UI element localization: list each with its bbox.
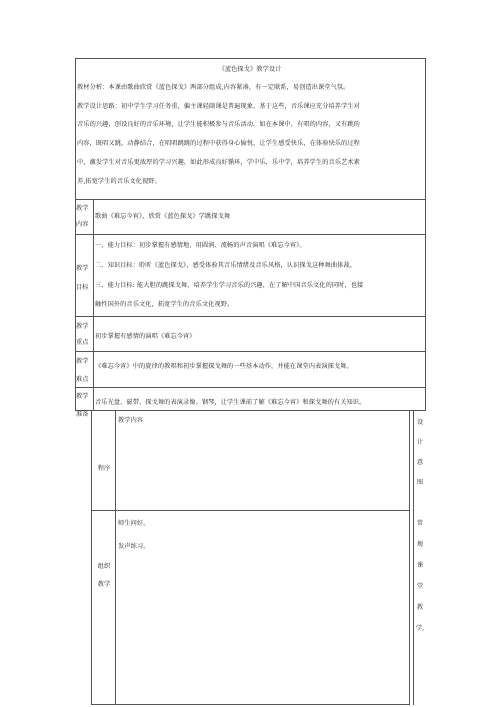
key-point-text: 初步掌握有感情的演唱《难忘今宵》 bbox=[95, 333, 196, 340]
process-intent bbox=[414, 513, 426, 639]
document-title: 《蓝色探戈》教学设计 bbox=[218, 66, 282, 73]
content-label: 教学 bbox=[76, 205, 89, 212]
intent-header bbox=[414, 413, 426, 493]
process-table bbox=[91, 411, 410, 705]
intent-char: 堂 bbox=[416, 583, 424, 590]
process-row-divider bbox=[91, 510, 410, 511]
intent-char: 图 bbox=[416, 479, 424, 486]
difficulty-label: 教学 bbox=[76, 358, 89, 365]
analysis-line: 教学设计思路：初中学生学习任务重，偏主课轻副课是普遍现象。基于这些，音乐课应充分培养学生对 bbox=[77, 103, 360, 110]
intent-char: 意 bbox=[416, 459, 424, 466]
analysis-line: 内容，既唱又跳，动静结合，在唱唱跳跳的过程中获得身心愉悦，让学生感受快乐，在体验快乐的过程 bbox=[77, 140, 360, 147]
key-point-label: 教学 bbox=[76, 323, 89, 330]
analysis-line: 教材分析：本课由歌曲欣赏《蓝色探戈》两部分组成,内容紧凑，有一定联系，易创造出课堂气氛。 bbox=[77, 84, 350, 91]
analysis-line: 音乐的兴趣，创设良好的音乐环境，让学生能积极参与音乐活动。如在本课中，有唱的内容，又有跳的 bbox=[77, 121, 360, 128]
process-step-label: 组织 bbox=[97, 563, 111, 570]
content-header: 教学内容 bbox=[118, 417, 144, 424]
difficulty-label: 难点 bbox=[76, 376, 89, 383]
intent-char: 设 bbox=[416, 419, 424, 426]
process-step-line: 师生问好。 bbox=[118, 520, 150, 527]
intent-char: 计 bbox=[416, 439, 424, 446]
goals-label: 教学 bbox=[76, 265, 89, 272]
row-divider bbox=[75, 234, 426, 235]
process-column-divider bbox=[115, 411, 116, 705]
analysis-line: 养,拓宽学生的音乐文化视野。 bbox=[77, 178, 161, 185]
preparation-label: 教学 bbox=[76, 393, 89, 400]
label-column-divider bbox=[93, 199, 94, 411]
goals-line: 二、知识目标：聆听《蓝色探戈》，感受体验其音乐情绪及音乐风格，认识探戈这种舞曲体裁。 bbox=[95, 262, 356, 269]
content-label: 内容 bbox=[76, 221, 89, 228]
intent-char: 教 bbox=[416, 604, 424, 611]
intent-char: 课 bbox=[416, 562, 424, 569]
key-point-label: 重点 bbox=[76, 339, 89, 346]
intent-char: 规 bbox=[416, 541, 424, 548]
goals-label: 目标 bbox=[76, 284, 89, 291]
intent-char: 常 bbox=[416, 520, 424, 527]
process-step-label: 教学 bbox=[97, 581, 111, 588]
difficulty-text: 《难忘今宵》中的旋律的教唱和初步掌握探戈舞的一些基本动作，并能在课堂内表演探戈舞。 bbox=[95, 363, 353, 370]
goals-line: 一、能力目标：初步掌握有感情地、用圆润、流畅的声音演唱《难忘今宵》。 bbox=[95, 242, 306, 249]
goals-line: 三、能力目标: 能大胆的跳探戈舞，培养学生学习音乐的兴趣，在了解中国音乐文化的同时，也接 bbox=[95, 282, 364, 289]
preparation-label: 准备 bbox=[76, 411, 89, 418]
row-divider bbox=[75, 351, 426, 352]
row-divider bbox=[75, 387, 426, 388]
procedure-header: 程序 bbox=[97, 465, 111, 472]
preparation-text: 音乐光盘、磁带、探戈舞的表演录像。钢琴，让学生课前了解《难忘今宵》和探戈舞的有关知识。 bbox=[95, 399, 366, 406]
analysis-line: 中，激发学生对音乐更浓厚的学习兴趣，如此形成良好循环，学中乐，乐中学，培养学生的音乐艺术素 bbox=[77, 159, 360, 166]
row-divider bbox=[75, 316, 426, 317]
goals-line: 触性国外的音乐文化，拓宽学生的音乐文化视野。 bbox=[95, 301, 234, 308]
row-divider bbox=[75, 199, 426, 200]
process-step-line: 发声练习。 bbox=[118, 543, 150, 550]
intent-char: 学, bbox=[415, 625, 425, 632]
content-text: 歌曲《难忘今宵》，欣赏《蓝色探戈》学跳探戈舞 bbox=[95, 213, 231, 220]
